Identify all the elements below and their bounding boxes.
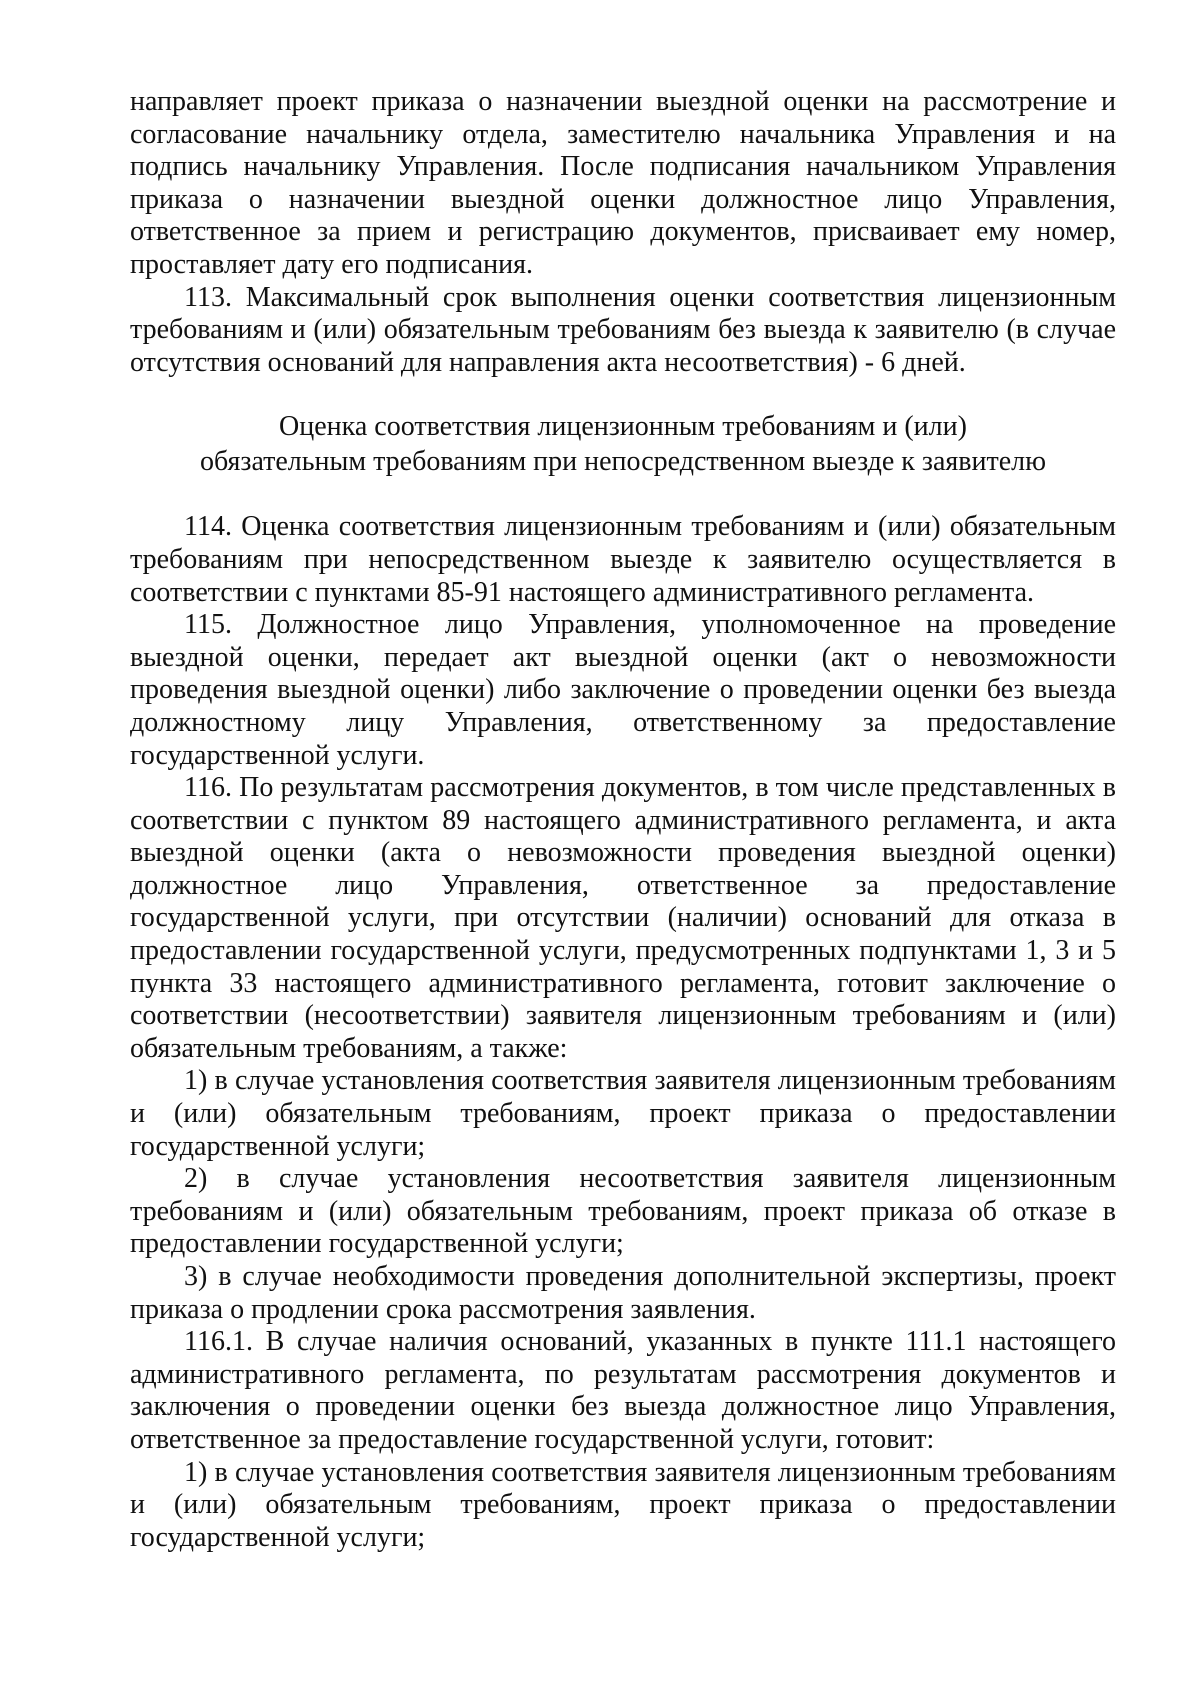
section-heading [130,409,1116,479]
paragraph-114: 114. Оценка соответствия лицензионным требованиям и (или) обязательным требованиям при непосредственном выезде к заявителю осуществляется в соответствии с пунктами 85-91 настоящего административного регламента. [130,511,1116,608]
paragraph-116-item-2: 2) в случае установления несоответствия заявителя лицензионным требованиям и (или) обязательным требованиям, проект приказа об отказе в предоставлении государственной услуги; [130,1163,1116,1260]
paragraph-continuation: направляет проект приказа о назначении выездной оценки на рассмотрение и согласование начальнику отдела, заместителю начальника Управления и на подпись начальнику Управления. После подписания начальником Управления приказа о назначении выездной оценки должностное лицо Управления, ответственное за прием и регистрацию документов, присваивает ему номер, проставляет дату его подписания. [130,86,1116,280]
paragraph-115: 115. Должностное лицо Управления, уполномоченное на проведение выездной оценки, передает акт выездной оценки (акт о невозможности проведения выездной оценки) либо заключение о проведении оценки без выезда должностному лицу Управления, ответственному за предоставление государственной услуги. [130,609,1116,771]
paragraph-116-1: 116.1. В случае наличия оснований, указанных в пункте 111.1 настоящего административного регламента, по результатам рассмотрения документов и заключения о проведении оценки без выезда должностное лицо Управления, ответственное за предоставление государственной услуги, готовит: [130,1326,1116,1455]
paragraph-116: 116. По результатам рассмотрения документов, в том числе представленных в соответствии с пунктом 89 настоящего административного регламента, и акта выездной оценки (акта о невозможности проведения выездной оценки) должностное лицо Управления, ответственное за предоставление государственной услуги, при отсутствии (наличии) оснований для отказа в предоставлении государственной услуги, предусмотренных подпунктами 1, 3 и 5 пункта 33 настоящего административного регламента, готовит заключение о соответствии (несоответствии) заявителя лицензионным требованиям и (или) обязательным требованиям, а также: [130,772,1116,1064]
paragraph-116-item-1: 1) в случае установления соответствия заявителя лицензионным требованиям и (или) обязательным требованиям, проект приказа о предоставлении государственной услуги; [130,1065,1116,1162]
section-heading-line-2: обязательным требованиям при непосредственном выезде к заявителю [199,446,1047,478]
paragraph-116-1-item-1: 1) в случае установления соответствия заявителя лицензионным требованиям и (или) обязательным требованиям, проект приказа о предоставлении государственной услуги; [130,1456,1116,1553]
paragraph-113: 113. Максимальный срок выполнения оценки соответствия лицензионным требованиям и (или) обязательным требованиям без выезда к заявителю (в случае отсутствия оснований для направления акта несоответствия) - 6 дней. [130,281,1116,378]
section-heading-line-1: Оценка соответствия лицензионным требованиям и (или) [279,411,967,443]
document-body [130,86,1116,1554]
paragraph-116-item-3: 3) в случае необходимости проведения дополнительной экспертизы, проект приказа о продлении срока рассмотрения заявления. [130,1261,1116,1325]
